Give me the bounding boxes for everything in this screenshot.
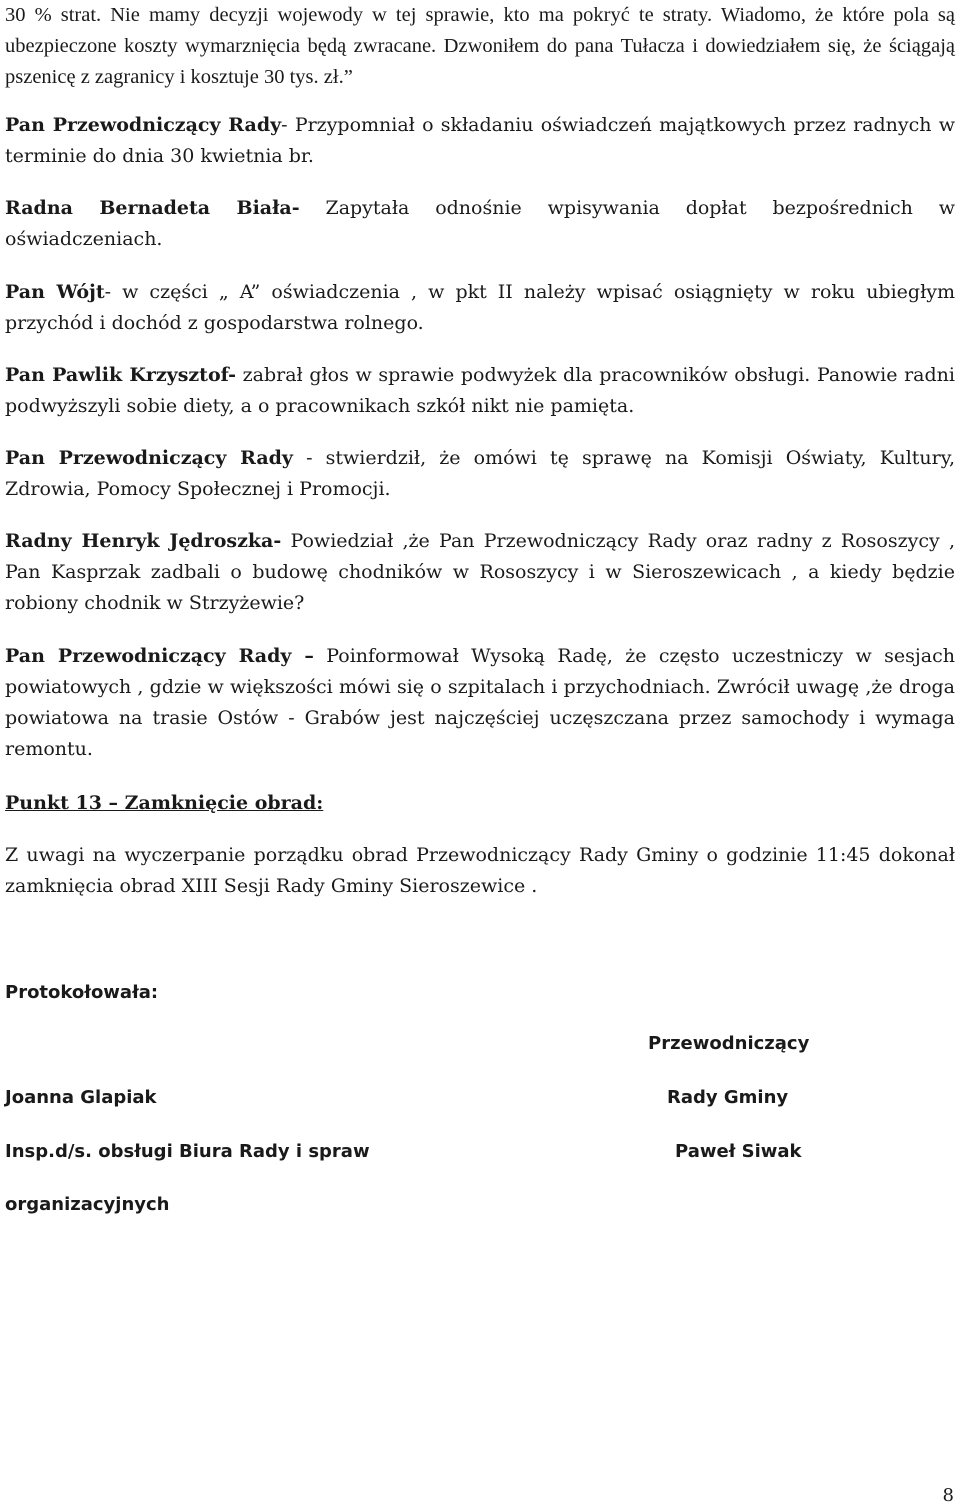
paragraph-losses [5,0,955,93]
paragraph-question-subsidies [5,193,955,255]
signature-right-body: Rady Gminy [667,1087,789,1108]
paragraph-pay-raise [5,360,955,422]
paragraph-declarations [5,110,955,172]
paragraph-text: Poinformował Wysoką Radę, że często uczestniczy w sesjach powiatowych , gdzie w większości mówi się o szpitalach i przychodniach. Zwrócił uwagę ,że droga powiatowa na trasie Ostów - Grabów jest najczęściej uczęszczana przez samochody i wymaga remontu. [5,645,955,760]
signature-left-heading: Protokołowała: [5,982,159,1003]
speaker-name: Pan Przewodniczący Rady [5,114,282,136]
page-number: 8 [942,1485,954,1506]
signature-left-role: Insp.d/s. obsługi Biura Rady i spraw [5,1141,370,1162]
paragraph-sidewalks [5,526,955,619]
paragraph-text: Z uwagi na wyczerpanie porządku obrad Przewodniczący Rady Gminy o godzinie 11:45 dokonał zamknięcia obrad XIII Sesji Rady Gminy Sieroszewice . [5,844,955,897]
paragraph-committee [5,443,955,505]
section-title: Punkt 13 – Zamknięcie obrad: [5,792,324,814]
speaker-name: Radna Bernadeta Biała- [5,197,300,219]
speaker-name: Radny Henryk Jędroszka- [5,530,282,552]
speaker-name: Pan Przewodniczący Rady [5,447,293,469]
speaker-name: Pan Przewodniczący Rady – [5,645,314,667]
paragraph-text: - Przypomniał o składaniu oświadczeń majątkowych przez radnych w terminie do dnia 30 kwietnia br. [5,114,956,167]
paragraph-text: Powiedział ,że Pan Przewodniczący Rady oraz radny z Rososzycy , Pan Kasprzak zadbali o budowę chodników w Rososzycy i w Sieroszewicach , a kiedy będzie robiony chodnik w Strzyżewie? [5,530,955,614]
paragraph-closing [5,840,955,902]
speaker-name: Pan Pawlik Krzysztof- [5,364,237,386]
paragraph-text: zabrał głos w sprawie podwyżek dla pracowników obsługi. Panowie radni podwyższyli sobie diety, a o pracownikach szkół nikt nie pamięta. [5,364,955,417]
signature-right-name: Paweł Siwak [675,1141,802,1162]
signature-left-name: Joanna Glapiak [5,1087,157,1108]
paragraph-county-road [5,641,955,765]
paragraph-text: 30 % strat. Nie mamy decyzji wojewody w tej sprawie, kto ma pokryć te straty. Wiadomo, że które pola są ubezpieczone koszty wymarznięcia będą zwracane. Dzwoniłem do pana Tułacza i dowiedziałem się, że ściągają pszenicę z zagranicy i kosztuje 30 tys. zł.” [5,4,955,88]
speaker-name: Pan Wójt [5,281,105,303]
paragraph-text: - stwierdził, że omówi tę sprawę na Komisji Oświaty, Kultury, Zdrowia, Pomocy Społecznej i Promocji. [5,447,955,500]
signature-left-role-continued: organizacyjnych [5,1194,170,1215]
signature-right-heading: Przewodniczący [648,1033,810,1054]
paragraph-text: - w części „ A” oświadczenia , w pkt II należy wpisać osiągnięty w roku ubiegłym przychód i dochód z gospodarstwa rolnego. [5,281,955,334]
paragraph-text: Zapytała odnośnie wpisywania dopłat bezpośrednich w oświadczeniach. [5,197,955,250]
paragraph-wojt-answer [5,277,955,339]
